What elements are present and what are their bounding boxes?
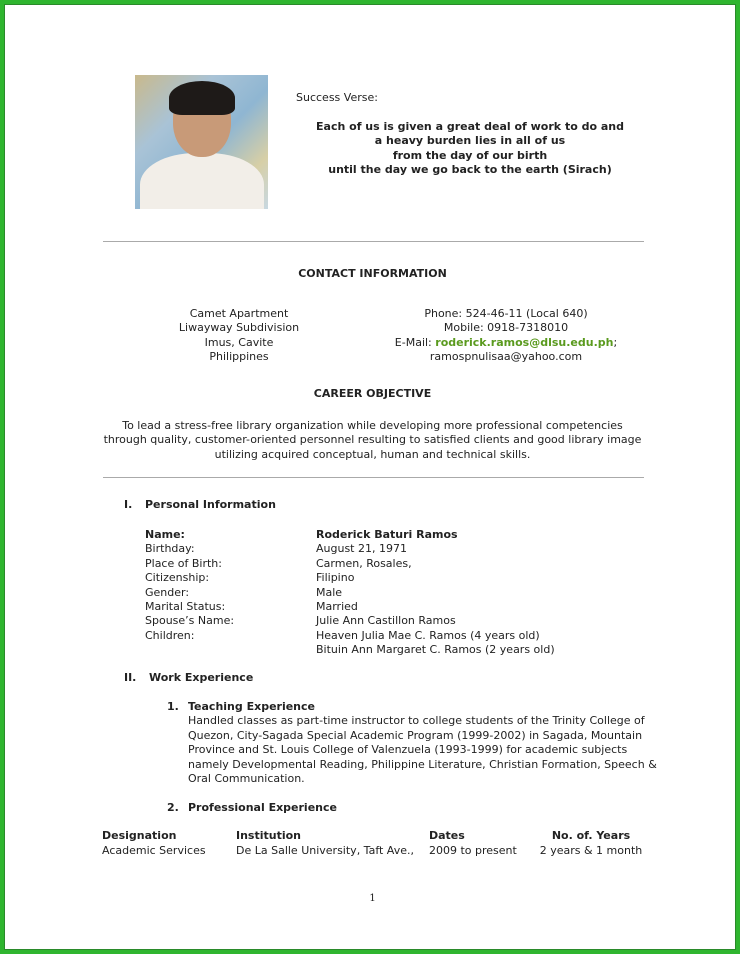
field-label: Spouse’s Name: (145, 614, 235, 628)
verse-line: until the day we go back to the earth (Sirach) (328, 163, 612, 177)
field-value: August 21, 1971 (316, 542, 407, 556)
email-separator: ; (613, 335, 618, 349)
objective-line: through quality, customer-oriented personnel resulting to satisfied clients and good library image (103, 433, 642, 447)
page-number: 1 (369, 893, 376, 904)
contact-block (356, 307, 656, 365)
address-block (139, 307, 339, 365)
teaching-line: Province and St. Louis College of Valenzuela (1993-1999) for academic subjects (188, 743, 628, 757)
field-label: Citizenship: (145, 571, 210, 585)
section-personal-number: I. (124, 498, 133, 511)
table-cell: Academic Services (102, 844, 206, 857)
field-value: Carmen, Rosales, (316, 556, 412, 570)
field-value: Julie Ann Castillon Ramos (316, 614, 456, 628)
field-label: Marital Status: (145, 600, 226, 613)
field-value: Married (316, 600, 358, 613)
teaching-line: Quezon, City-Sagada Special Academic Program (1999-2002) in Sagada, Mountain (188, 728, 643, 742)
table-header: Institution (236, 829, 302, 842)
field-value: Bituin Ann Margaret C. Ramos (2 years old) (316, 643, 555, 657)
section-work-title: Work Experience (149, 671, 254, 684)
objective-text (5, 419, 740, 462)
email-line (356, 336, 656, 350)
address-line: Imus, Cavite (204, 335, 274, 349)
objective-title: CAREER OBJECTIVE (313, 387, 432, 400)
field-row (145, 614, 456, 628)
mobile: Mobile: 0918-7318010 (443, 321, 569, 335)
field-value: Roderick Baturi Ramos (316, 528, 458, 541)
field-label: Place of Birth: (145, 556, 222, 570)
address-line: Philippines (209, 350, 269, 364)
field-row (145, 556, 412, 571)
resume-page (4, 4, 736, 950)
field-value: Male (316, 585, 343, 599)
field-row (145, 542, 407, 556)
divider (103, 241, 644, 242)
table-header: No. of. Years (551, 829, 631, 842)
teaching-line: namely Developmental Reading, Philippine Literature, Christian Formation, Speech & (188, 757, 657, 771)
table-header: Designation (102, 829, 177, 842)
address-line: Camet Apartment (189, 307, 289, 320)
table-cell: De La Salle University, Taft Ave., (236, 844, 414, 857)
field-row (145, 600, 358, 614)
section-personal-title: Personal Information (145, 498, 276, 511)
email-link-primary[interactable]: roderick.ramos@dlsu.edu.ph (435, 335, 614, 349)
field-row (145, 628, 540, 643)
success-verse (270, 120, 670, 178)
email-secondary[interactable]: ramospnulisaa@yahoo.com (429, 350, 583, 364)
teaching-line: Oral Communication. (188, 772, 305, 786)
field-value: Filipino (316, 571, 355, 585)
address-line: Liwayway Subdivision (178, 321, 300, 335)
objective-line: To lead a stress-free library organization while developing more professional competencies (122, 419, 623, 432)
field-label: Birthday: (145, 542, 195, 556)
profile-photo (135, 75, 268, 209)
verse-label: Success Verse: (296, 91, 378, 104)
verse-line: Each of us is given a great deal of work to do and (316, 120, 624, 133)
contact-title: CONTACT INFORMATION (298, 267, 447, 280)
table-cell: 2009 to present (429, 844, 517, 857)
teaching-number: 1. (167, 700, 179, 713)
objective-line: utilizing acquired conceptual, human and technical skills. (214, 447, 531, 461)
field-label: Gender: (145, 585, 190, 599)
table-cell: 2 years & 1 month (539, 844, 643, 857)
field-row (145, 571, 355, 585)
section-work-number: II. (124, 671, 137, 684)
table-header: Dates (429, 829, 465, 842)
verse-line: from the day of our birth (392, 148, 548, 162)
teaching-line: Handled classes as part-time instructor to college students of the Trinity College of (188, 714, 645, 728)
verse-line: a heavy burden lies in all of us (374, 134, 566, 148)
divider (103, 477, 644, 478)
teaching-description (188, 714, 657, 786)
phone: Phone: 524-46-11 (Local 640) (424, 307, 588, 320)
teaching-title: Teaching Experience (188, 700, 315, 713)
professional-number: 2. (167, 801, 179, 814)
email-label: E-Mail: (394, 335, 436, 349)
field-value: Heaven Julia Mae C. Ramos (4 years old) (316, 628, 540, 642)
field-row (145, 528, 458, 542)
professional-title: Professional Experience (188, 801, 337, 814)
field-row (145, 585, 343, 600)
field-label: Children: (145, 628, 195, 642)
field-label: Name: (145, 528, 185, 541)
